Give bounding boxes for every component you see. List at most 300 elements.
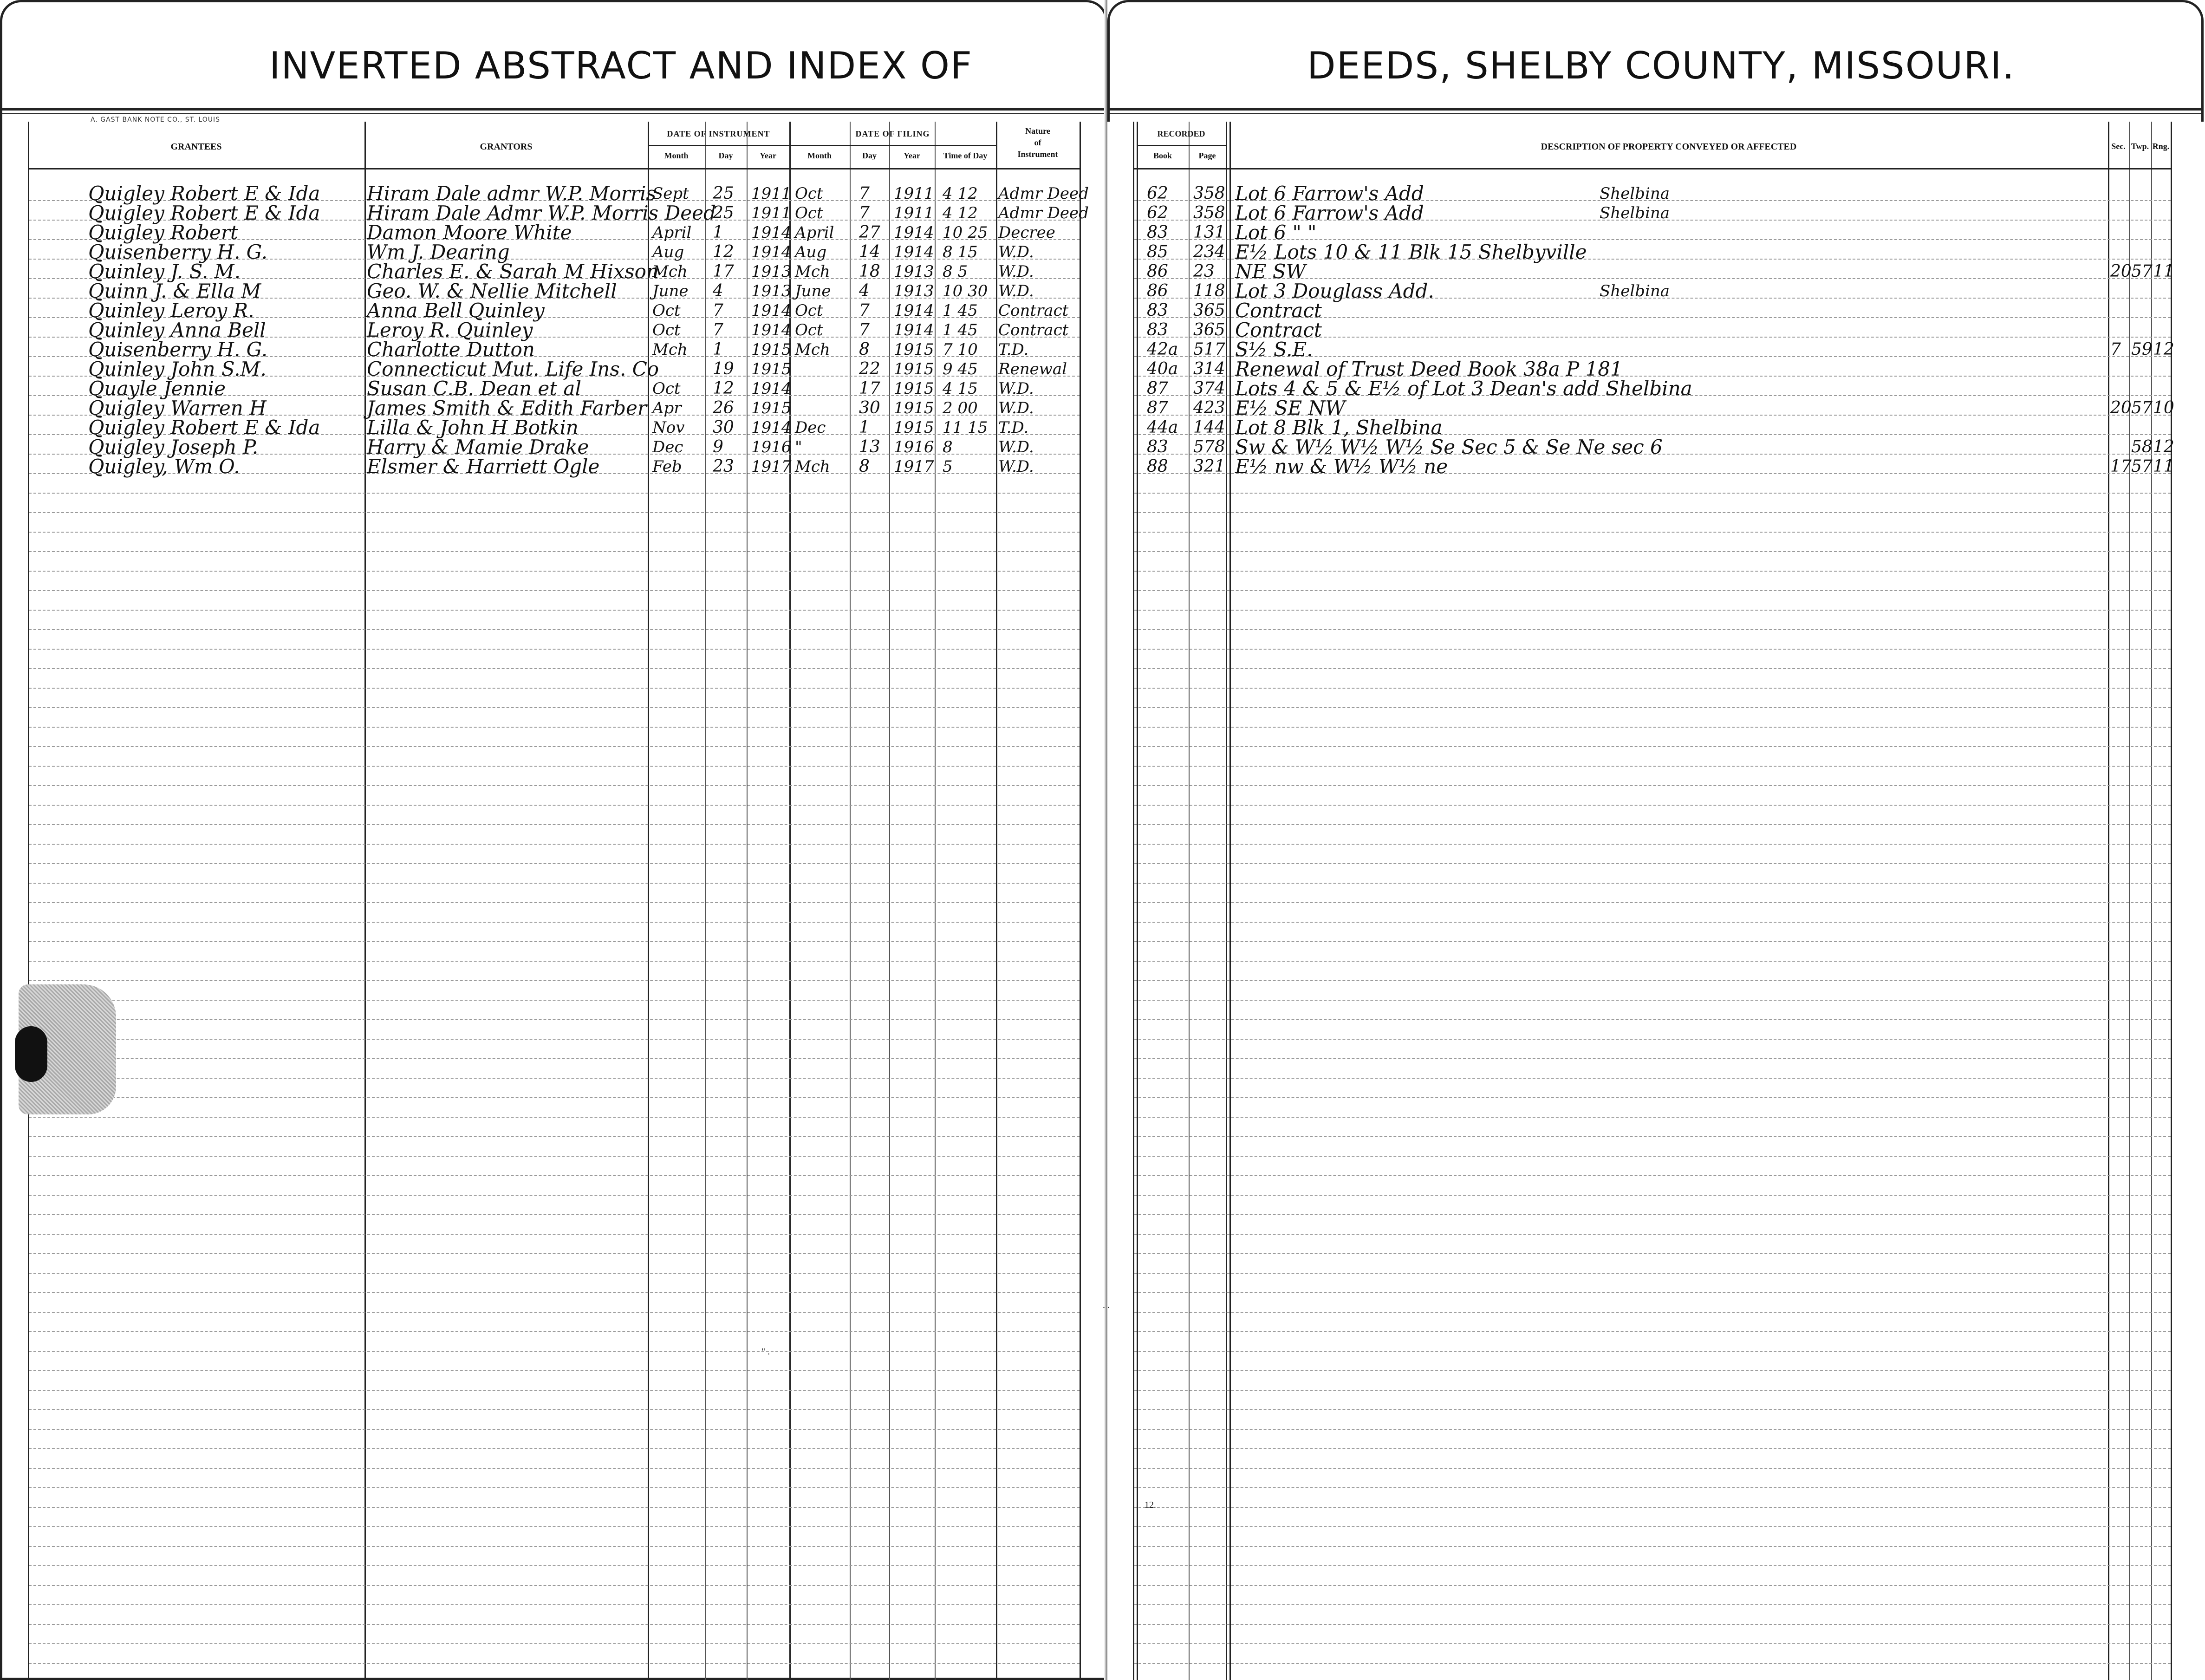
instrument-year-cell: 1914 [751,243,792,261]
nature-cell: W.D. [998,282,1034,300]
instrument-year-header: Year [760,151,776,160]
grantee-cell: Quigley Robert [88,221,238,244]
ruled-line [29,571,1080,572]
filing-day-cell: 7 [859,320,870,339]
description-cell: Lot 3 Douglass Add. [1235,280,1434,302]
description-cell: S½ S.E. [1235,338,1313,361]
rng-cell: 10 [2153,398,2174,417]
description-cell: Sw & W½ W½ W½ Se Sec 5 & Se Ne sec 6 [1235,436,1663,458]
nature-cell: Contract [998,301,1069,320]
filing-month-cell: Oct [795,301,823,320]
left-page-title: INVERTED ABSTRACT AND INDEX OF [269,44,973,87]
filing-month-cell: Mch [795,340,830,359]
filing-day-cell: 7 [859,203,870,222]
ruled-line [1134,1175,2171,1176]
ruled-line [1134,863,2171,864]
instrument-day-cell: 25 [713,184,734,203]
ruled-line [29,1253,1080,1254]
ruled-line [1134,1487,2171,1488]
filing-month-cell: Oct [795,204,823,222]
ruled-line [1134,1234,2171,1235]
ruled-line [29,1312,1080,1313]
margin-cover [1124,122,1127,1680]
ruled-line [29,1448,1080,1449]
grantor-cell: Elsmer & Harriett Ogle [367,455,600,478]
recorded-header: RECORDED [1157,129,1205,138]
instrument-day-cell: 23 [713,457,734,476]
grantor-cell: James Smith & Edith Farber [367,397,647,419]
nature-instrument-header: Instrument [1017,150,1058,159]
filing-month-cell: Mch [795,262,830,281]
grantee-cell: Quigley Robert E & Ida [88,182,320,205]
description-cell: E½ Lots 10 & 11 Blk 15 Shelbyville [1235,241,1587,263]
column-rule [648,122,649,1680]
ruled-line [29,551,1080,552]
filing-day-header: Day [862,151,877,160]
ruled-line [29,785,1080,786]
ruled-line [29,1058,1080,1059]
ruled-line [1134,532,2171,533]
grantor-cell: Susan C.B. Dean et al [367,377,581,400]
twp-cell: 59 [2131,340,2153,359]
title-rule-thin [1107,113,2204,114]
instrument-year-cell: 1914 [751,301,792,320]
book-cell: 85 [1147,242,1168,261]
book-cell: 42a [1147,340,1178,359]
ruled-line [29,1195,1080,1196]
nature-cell: W.D. [998,399,1034,417]
time-of-day-cell: 1 45 [943,321,978,339]
description-cell: Lot 6 " " [1235,221,1317,244]
ruled-line [29,707,1080,708]
ruled-line [1134,1546,2171,1547]
grantee-cell: Quinley Leroy R. [88,299,254,322]
instrument-day-cell: 17 [713,262,734,281]
ruled-line [29,1097,1080,1098]
ruled-line [29,1604,1080,1605]
filing-day-cell: 4 [859,281,870,300]
filing-year-cell: 1914 [894,223,934,242]
book-header: Book [1153,151,1172,160]
grantor-cell: Damon Moore White [367,221,572,244]
filing-day-cell: 8 [859,340,870,359]
column-rule [850,122,851,1680]
ruled-line [29,1156,1080,1157]
right-page-title: DEEDS, SHELBY COUNTY, MISSOURI. [1307,44,2015,87]
book-cell: 62 [1147,184,1168,203]
book-cell: 87 [1147,398,1168,417]
time-of-day-cell: 7 10 [943,340,978,359]
ruled-line [29,493,1080,494]
filing-month-cell: Mch [795,457,830,476]
ruled-line [29,1000,1080,1001]
nature-cell: W.D. [998,262,1034,281]
instrument-month-header: Month [664,151,689,160]
book-cell: 83 [1147,320,1168,339]
book-cell: 86 [1147,281,1168,300]
ruled-line [1134,746,2171,747]
ruled-line [1134,551,2171,552]
filing-year-cell: 1915 [894,340,934,359]
ruled-line [1134,1331,2171,1332]
nature-cell: T.D. [998,340,1029,359]
filing-month-cell: June [795,282,831,300]
instrument-day-cell: 1 [713,340,723,359]
grantee-cell: Quisenberry H. G. [88,241,268,263]
ruled-line [1134,590,2171,591]
instrument-year-cell: 1914 [751,418,792,437]
time-of-day-cell: 9 45 [943,360,978,378]
sec-cell: 17 [2110,457,2132,476]
ruled-line [29,980,1080,981]
nature-cell: Admr Deed [998,204,1089,222]
ruled-line [29,1078,1080,1079]
ruled-line [29,1019,1080,1020]
time-of-day-cell: 10 25 [943,223,988,242]
instrument-month-cell: Mch [652,340,688,359]
grantor-cell: Charlotte Dutton [367,338,535,361]
instrument-month-cell: Apr [652,399,682,417]
stray-mark: 12. [1145,1500,1156,1510]
grantor-cell: Leroy R. Quinley [367,319,533,341]
stray-mark: . . [1103,1300,1110,1310]
instrument-day-header: Day [718,151,733,160]
place-cell: Shelbina [1600,282,1670,300]
grantor-cell: Wm J. Dearing [367,241,510,263]
instrument-year-cell: 1913 [751,282,792,300]
nature-cell: W.D. [998,457,1034,476]
ruled-line [1134,824,2171,825]
ruled-line [29,1390,1080,1391]
filing-day-cell: 1 [859,418,870,437]
grantee-cell: Quinley J. S. M. [88,260,241,283]
ruled-line [29,1663,1080,1664]
filing-month-cell: Oct [795,184,823,203]
page-cell: 23 [1193,262,1215,281]
ruled-line [1134,902,2171,903]
grantors-header: GRANTORS [480,142,533,152]
grantee-cell: Quigley Robert E & Ida [88,416,320,439]
filing-year-cell: 1914 [894,301,934,320]
place-cell: Shelbina [1600,204,1670,222]
header-rule [1137,145,1226,146]
nature-of-header: of [1034,138,1041,147]
ruled-line [1134,1526,2171,1527]
grantor-cell: Geo. W. & Nellie Mitchell [367,280,617,302]
margin-cover [1127,122,1133,1680]
ruled-line [29,1507,1080,1508]
ruled-line [29,1039,1080,1040]
twp-cell: 57 [2131,398,2153,417]
book-cell: 87 [1147,379,1168,398]
filing-day-cell: 18 [859,262,880,281]
ruled-line [1134,1058,2171,1059]
filing-month-cell: Dec [795,418,826,437]
ruled-line [29,883,1080,884]
ruled-line [29,961,1080,962]
nature-cell: Contract [998,321,1069,339]
time-of-day-cell: 4 12 [943,204,978,222]
ruled-line [29,727,1080,728]
ruled-line [1134,1156,2171,1157]
description-cell: Contract [1235,299,1322,322]
header-rule [648,145,789,146]
time-of-day-cell: 2 00 [943,399,978,417]
instrument-year-cell: 1915 [751,399,792,417]
ruled-line [1134,1292,2171,1293]
instrument-month-cell: Aug [652,243,684,261]
page-cell: 358 [1193,184,1225,203]
page-cell: 365 [1193,301,1225,320]
ruled-line [29,863,1080,864]
column-rule [935,122,936,1680]
book-cell: 88 [1147,457,1168,476]
ruled-line [1134,1448,2171,1449]
filing-year-cell: 1915 [894,399,934,417]
instrument-year-cell: 1914 [751,379,792,398]
column-rule [1080,122,1081,1680]
header-rule [789,145,996,146]
ruled-line [29,941,1080,942]
ruled-line [29,1234,1080,1235]
column-rule [705,122,706,1680]
instrument-month-cell: Mch [652,262,688,281]
grantor-cell: Hiram Dale Admr W.P. Morris Deed [367,202,716,224]
ruled-line [1134,1565,2171,1566]
instrument-day-cell: 25 [713,203,734,222]
ruled-line [29,668,1080,669]
rng-header: Rng. [2152,142,2170,151]
ruled-line [29,1429,1080,1430]
instrument-year-cell: 1914 [751,321,792,339]
ruled-line [1134,961,2171,962]
filing-month-cell: April [795,223,834,242]
ruled-line [1134,649,2171,650]
filing-year-cell: 1915 [894,360,934,378]
ruled-line [1134,629,2171,630]
description-cell: E½ SE NW [1235,397,1346,419]
filing-year-cell: 1911 [894,204,934,222]
filing-year-cell: 1911 [894,184,934,203]
nature-cell: W.D. [998,243,1034,261]
page-cell: 144 [1193,418,1225,437]
instrument-day-cell: 30 [713,418,734,437]
sec-cell: 7 [2110,340,2121,359]
grantor-cell: Connecticut Mut. Life Ins. Co [367,358,659,380]
description-cell: Renewal of Trust Deed Book 38a P 181 [1235,358,1623,380]
filing-year-cell: 1914 [894,321,934,339]
ruled-line [1134,1390,2171,1391]
ruled-line [1134,980,2171,981]
filing-year-cell: 1914 [894,243,934,261]
instrument-month-cell: April [652,223,692,242]
ruled-line [1134,610,2171,611]
page-cell: 314 [1193,359,1225,378]
nature-cell: W.D. [998,379,1034,398]
ruled-line [1134,844,2171,845]
ruled-line [1134,1000,2171,1001]
ruled-line [1134,1039,2171,1040]
time-of-day-cell: 4 15 [943,379,978,398]
time-of-day-cell: 8 5 [943,262,968,281]
ruled-line [1134,571,2171,572]
ruled-line [1134,707,2171,708]
ruled-line [29,805,1080,806]
header-rule [1133,168,2171,169]
instrument-year-cell: 1911 [751,184,792,203]
filing-year-cell: 1913 [894,262,934,281]
twp-cell: 58 [2131,437,2153,456]
binder-hole [15,1026,47,1082]
ruled-line [29,1117,1080,1118]
time-of-day-cell: 11 15 [943,418,988,437]
instrument-month-cell: Dec [652,438,683,456]
sec-cell: 20 [2110,262,2132,281]
twp-cell: 57 [2131,457,2153,476]
instrument-month-cell: Nov [652,418,685,437]
grantor-cell: Charles E. & Sarah M Hixson [367,260,659,283]
instrument-month-cell: Oct [652,301,681,320]
grantee-cell: Quigley Robert E & Ida [88,202,320,224]
sec-header: Sec. [2111,142,2126,151]
grantee-cell: Quigley Warren H [88,397,267,419]
instrument-day-cell: 7 [713,301,723,320]
nature-header: Nature [1025,126,1050,136]
grantee-cell: Quigley, Wm O. [88,455,240,478]
right-page [1103,0,2204,1680]
ruled-line [1134,512,2171,513]
ruled-line [1134,1409,2171,1410]
column-rule [889,122,890,1680]
filing-year-header: Year [904,151,920,160]
description-cell: Lot 6 Farrow's Add [1235,202,1424,224]
ruled-line [29,1136,1080,1137]
ruled-line [1134,1604,2171,1605]
ruled-line [1134,1312,2171,1313]
column-rule [1226,122,1227,1680]
date-of-instrument-header: DATE OF INSTRUMENT [667,129,770,138]
instrument-day-cell: 26 [713,398,734,417]
filing-year-cell: 1917 [894,457,934,476]
instrument-month-cell: Oct [652,379,681,398]
rng-cell: 12 [2153,437,2174,456]
rng-cell: 11 [2153,262,2174,281]
ruled-line [1134,1585,2171,1586]
page-cell: 517 [1193,340,1225,359]
instrument-year-cell: 1916 [751,438,792,456]
page-cell: 374 [1193,379,1225,398]
page-cell: 423 [1193,398,1225,417]
ruled-line [29,590,1080,591]
column-rule [1137,122,1138,1680]
ruled-line [1134,688,2171,689]
grantee-cell: Quigley Joseph P. [88,436,259,458]
instrument-year-cell: 1917 [751,457,792,476]
page-cell: 365 [1193,320,1225,339]
description-cell: Lot 6 Farrow's Add [1235,182,1424,205]
grantee-cell: Quinn J. & Ella M [88,280,261,302]
ruled-line [29,610,1080,611]
page-cell: 131 [1193,223,1225,242]
page-header: Page [1198,151,1216,160]
ruled-line [1134,493,2171,494]
ruled-line [1134,941,2171,942]
ruled-line [29,1643,1080,1644]
filing-day-cell: 17 [859,379,880,398]
grantee-cell: Quinley Anna Bell [88,319,266,341]
ruled-line [29,746,1080,747]
binder-clip-mark [19,984,116,1114]
book-cell: 44a [1147,418,1178,437]
ruled-line [29,1214,1080,1215]
ruled-line [29,512,1080,513]
time-of-day-cell: 5 [943,457,953,476]
grantees-header: GRANTEES [170,142,222,152]
ruled-line [1134,805,2171,806]
ruled-line [29,1351,1080,1352]
ruled-line [29,649,1080,650]
nature-cell: T.D. [998,418,1029,437]
book-cell: 86 [1147,262,1168,281]
ruled-line [1134,1663,2171,1664]
instrument-day-cell: 9 [713,437,723,456]
ruled-line [1134,1273,2171,1274]
instrument-day-cell: 12 [713,379,734,398]
ruled-line [1134,1643,2171,1644]
ruled-line [29,1273,1080,1274]
description-cell: E½ nw & W½ W½ ne [1235,455,1448,478]
nature-cell: Decree [998,223,1055,242]
ruled-line [29,1624,1080,1625]
twp-cell: 57 [2131,262,2153,281]
ruled-line [1134,1097,2171,1098]
time-of-day-cell: 8 [943,438,953,456]
ruled-line [1134,766,2171,767]
ruled-line [1134,1468,2171,1469]
book-cell: 83 [1147,437,1168,456]
description-header: DESCRIPTION OF PROPERTY CONVEYED OR AFFECTED [1541,142,1797,152]
ruled-line [1134,1253,2171,1254]
grantor-cell: Harry & Mamie Drake [367,436,589,458]
ruled-line [29,1409,1080,1410]
ruled-line [1134,1195,2171,1196]
column-rule [2108,122,2109,1680]
filing-day-cell: 22 [859,359,880,378]
instrument-year-cell: 1915 [751,360,792,378]
ruled-line [29,688,1080,689]
instrument-year-cell: 1911 [751,204,792,222]
instrument-year-cell: 1914 [751,223,792,242]
header-rule [28,168,1080,169]
filing-year-cell: 1916 [894,438,934,456]
ruled-line [29,1526,1080,1527]
title-rule-thin [0,113,1107,114]
grantor-cell: Lilla & John H Botkin [367,416,579,439]
ruled-line [1134,668,2171,669]
instrument-month-cell: June [652,282,689,300]
grantee-cell: Quinley John S.M. [88,358,267,380]
ruled-line [29,1468,1080,1469]
ruled-line [1134,1351,2171,1352]
instrument-day-cell: 12 [713,242,734,261]
ruled-line [1134,922,2171,923]
ruled-line [1134,1507,2171,1508]
filing-day-cell: 27 [859,223,880,242]
time-of-day-cell: 1 45 [943,301,978,320]
book-cell: 62 [1147,203,1168,222]
column-rule [364,122,366,1680]
time-of-day-cell: 10 30 [943,282,988,300]
